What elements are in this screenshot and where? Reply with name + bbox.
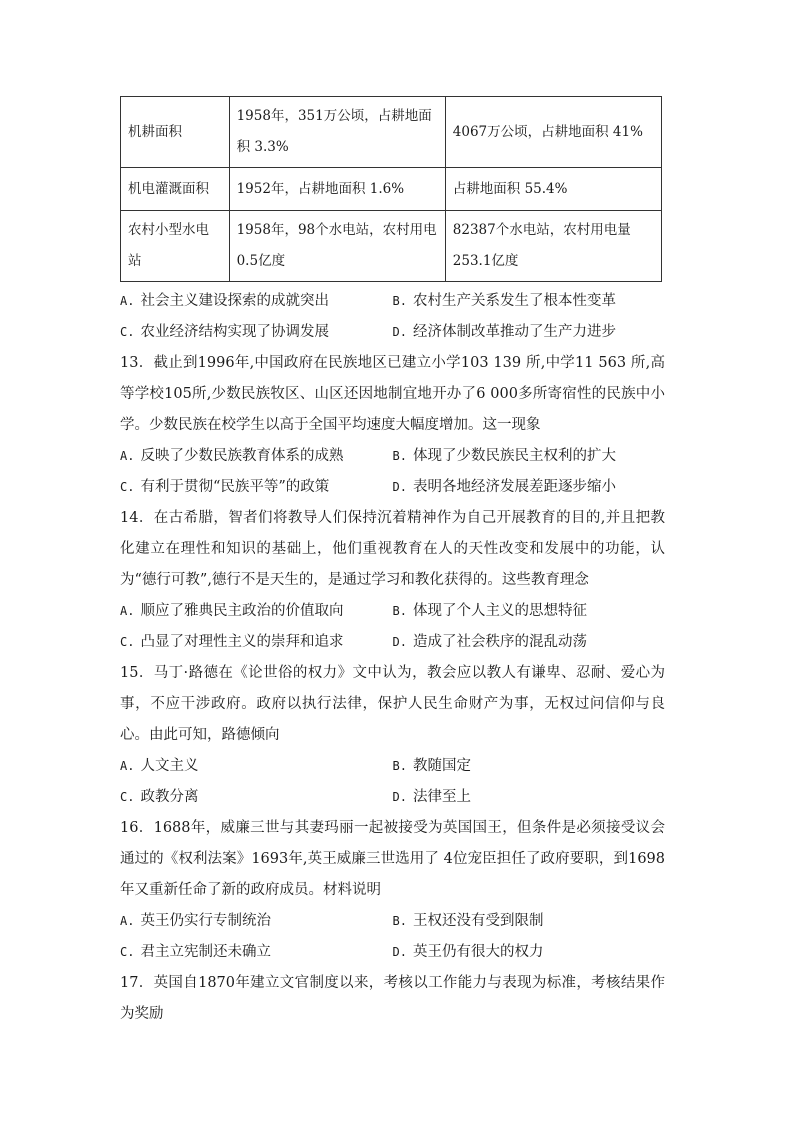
option-text: 法律至上 [412, 789, 471, 805]
option-text: 人文主义 [140, 758, 199, 774]
option-text: 造成了社会秩序的混乱动荡 [412, 634, 587, 650]
option-text: 英王仍实行专制统治 [140, 913, 271, 929]
table-row [121, 168, 662, 211]
table-cell: 82387个水电站，农村用电量 253.1亿度 [445, 211, 661, 282]
option-letter: D. [392, 790, 407, 804]
option-row [120, 596, 665, 627]
option-text: 顺应了雅典民主政治的价值取向 [140, 603, 344, 619]
option-letter: A. [120, 294, 135, 308]
option-row [120, 906, 665, 937]
question-14-text: 14．在古希腊，智者们将教导人们保持沉着精神作为自己开展教育的目的,并且把教化建立在理性和知识的基础上，他们重视教育在人的天性改变和发展中的功能，认为“德行可教”,德行不是天生的，是通过学习和教化获得的。这些教育理念 [120, 510, 665, 588]
option-row [120, 751, 665, 782]
option-q16-a[interactable] [120, 906, 393, 937]
option-q16-b[interactable] [393, 906, 666, 937]
option-text: 英王仍有很大的权力 [412, 944, 544, 960]
option-q13-d[interactable] [393, 472, 666, 503]
table-row [121, 97, 662, 168]
table-cell: 1952年，占耕地面积 1.6% [229, 168, 445, 211]
table-cell: 机电灌溉面积 [121, 168, 230, 211]
option-letter: B. [392, 914, 407, 928]
option-letter: D. [392, 325, 407, 339]
option-q15-c[interactable] [120, 782, 393, 813]
option-text: 王权还没有受到限制 [412, 913, 544, 929]
statistics-table [120, 96, 662, 282]
option-q14-c[interactable] [120, 627, 393, 658]
option-row [120, 472, 665, 503]
option-text: 凸显了对理性主义的崇拜和追求 [140, 634, 344, 650]
table-row [121, 211, 662, 282]
option-letter: A. [120, 914, 135, 928]
option-text: 政教分离 [140, 789, 199, 805]
option-letter: A. [120, 449, 135, 463]
option-text: 表明各地经济发展差距逐步缩小 [412, 479, 616, 495]
option-letter: B. [392, 294, 407, 308]
option-q14-d[interactable] [393, 627, 666, 658]
table-cell: 1958年，351万公顷，占耕地面积 3.3% [229, 97, 445, 168]
questions-content [120, 286, 665, 1030]
option-letter: A. [120, 604, 135, 618]
option-text: 体现了个人主义的思想特征 [412, 603, 587, 619]
option-row [120, 782, 665, 813]
option-text: 体现了少数民族民主权利的扩大 [412, 448, 616, 464]
option-text: 农村生产关系发生了根本性变革 [412, 293, 616, 309]
option-q13-a[interactable] [120, 441, 393, 472]
option-letter: B. [392, 604, 407, 618]
option-letter: C. [120, 945, 135, 959]
option-q12-a[interactable] [120, 286, 393, 317]
table-cell: 占耕地面积 55.4% [445, 168, 661, 211]
option-q12-c[interactable] [120, 317, 393, 348]
question-16-text: 16．1688年，威廉三世与其妻玛丽一起被接受为英国国王，但条件是必须接受议会通过的《权利法案》1693年,英王威廉三世选用了 4位宠臣担任了政府要职，到1698年又重新任命了新的政府成员。材料说明 [120, 820, 665, 898]
option-q16-c[interactable] [120, 937, 393, 968]
table-cell: 1958年，98个水电站，农村用电 0.5亿度 [229, 211, 445, 282]
option-row [120, 441, 665, 472]
option-q15-b[interactable] [393, 751, 666, 782]
option-letter: D. [392, 635, 407, 649]
option-q12-b[interactable] [393, 286, 666, 317]
option-row [120, 937, 665, 968]
option-row [120, 627, 665, 658]
option-q13-b[interactable] [393, 441, 666, 472]
option-text: 农业经济结构实现了协调发展 [140, 324, 329, 340]
option-letter: C. [120, 325, 135, 339]
table-cell: 4067万公顷，占耕地面积 41% [445, 97, 661, 168]
option-row [120, 317, 665, 348]
table-cell: 机耕面积 [121, 97, 230, 168]
option-letter: D. [392, 480, 407, 494]
option-letter: C. [120, 635, 135, 649]
option-text: 社会主义建设探索的成就突出 [140, 293, 329, 309]
option-text: 经济体制改革推动了生产力进步 [412, 324, 616, 340]
option-letter: C. [120, 480, 135, 494]
option-q15-a[interactable] [120, 751, 393, 782]
option-q15-d[interactable] [393, 782, 666, 813]
option-text: 有利于贯彻“民族平等”的政策 [140, 479, 330, 495]
option-q14-a[interactable] [120, 596, 393, 627]
option-text: 反映了少数民族教育体系的成熟 [140, 448, 344, 464]
question-15-text: 15．马丁·路德在《论世俗的权力》文中认为，教会应以教人有谦卑、忍耐、爱心为事，不应干涉政府。政府以执行法律，保护人民生命财产为事，无权过问信仰与良心。由此可知，路德倾向 [120, 665, 665, 743]
option-letter: B. [392, 449, 407, 463]
option-letter: D. [392, 945, 407, 959]
option-q13-c[interactable] [120, 472, 393, 503]
question-13-text: 13．截止到1996年,中国政府在民族地区已建立小学103 139 所,中学11 563 所,高等学校105所,少数民族牧区、山区还因地制宜地开办了6 000多所寄宿性的民族中小学。少数民族在校学生以高于全国平均速度大幅度增加。这一现象 [120, 355, 665, 433]
option-text: 君主立宪制还未确立 [140, 944, 271, 960]
option-letter: C. [120, 790, 135, 804]
option-q14-b[interactable] [393, 596, 666, 627]
table-cell: 农村小型水电站 [121, 211, 230, 282]
option-letter: B. [392, 759, 407, 773]
question-17-text: 17．英国自1870年建立文官制度以来，考核以工作能力与表现为标准，考核结果作为奖励 [120, 975, 665, 1022]
option-letter: A. [120, 759, 135, 773]
option-q12-d[interactable] [393, 317, 666, 348]
option-q16-d[interactable] [393, 937, 666, 968]
option-text: 教随国定 [412, 758, 471, 774]
option-row [120, 286, 665, 317]
